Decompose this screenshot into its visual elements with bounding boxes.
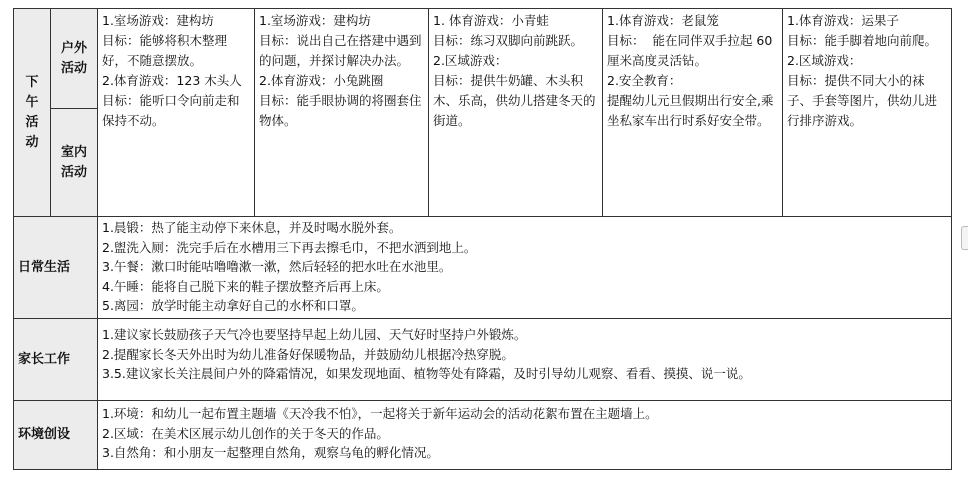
afternoon-column-3	[429, 9, 603, 217]
column-4-line-5: 提醒幼儿元旦假期出行安全,乘坐私家车出行时系好安全带。	[607, 93, 774, 128]
afternoon-column-2	[255, 9, 429, 217]
plan-document	[13, 8, 951, 470]
parents-item: 3.5.建议家长关注晨间户外的降霜情况，如果发现地面、植物等处有降霜，及时引导幼儿观察、看看、摸摸、说一说。	[102, 366, 751, 381]
indoor-label-cell	[51, 109, 98, 217]
parents-item: 2.提醒家长冬天外出时为幼儿准备好保暖物品，并鼓励幼儿根据冷热穿脱。	[102, 346, 514, 362]
daily-life-row	[14, 217, 952, 319]
afternoon-label-cell	[14, 9, 51, 217]
daily-life-item: 2.盥洗入厕：洗完手后在水槽用三下再去擦毛巾，不把水洒到地上。	[102, 239, 477, 255]
side-scroll-handle[interactable]	[961, 226, 968, 250]
column-1-line-5: 目标：能听口令向前走和保持不动。	[102, 93, 240, 128]
daily-life-content	[98, 217, 952, 319]
column-4-line-2: 目标： 能在同伴双手拉起 60 厘米高度灵活钻。	[607, 33, 777, 68]
afternoon-label: 下午活动	[25, 74, 39, 150]
parents-content	[98, 319, 952, 401]
outdoor-label: 户外活动	[60, 40, 87, 76]
column-4-line-4: 2.安全教育：	[607, 73, 682, 88]
environment-item: 3.自然角：和小朋友一起整理自然角，观察乌龟的孵化情况。	[102, 445, 439, 460]
parents-item: 1.建议家长鼓励孩子天气冷也要坚持早起上幼儿园、天气好时坚持户外锻炼。	[102, 327, 527, 342]
outdoor-label-cell	[51, 9, 98, 109]
environment-content	[98, 401, 952, 470]
column-1-line-2: 目标：能够将积木整理好，不随意摆放。	[102, 33, 228, 68]
parents-row	[14, 319, 952, 401]
column-1-line-1: 1.室场游戏：建构坊	[102, 13, 214, 28]
column-5-line-1: 1.体育游戏：运果子	[787, 13, 899, 28]
column-2-line-4: 2.体育游戏：小兔跳圈	[259, 73, 384, 88]
daily-life-item: 5.离园：放学时能主动拿好自己的水杯和口罩。	[102, 298, 364, 313]
column-5-line-4: 2.区域游戏：	[787, 53, 862, 68]
environment-item: 2.区域：在美术区展示幼儿创作的关于冬天的作品。	[102, 425, 389, 441]
column-5-line-5: 目标：提供不同大小的袜子、手套等图片，供幼儿进行排序游戏。	[787, 73, 938, 128]
afternoon-column-1	[98, 9, 255, 217]
afternoon-column-4	[603, 9, 783, 217]
environment-item: 1.环境：和幼儿一起布置主题墙《天冷我不怕》，一起将关于新年运动会的活动花絮布置在主题墙上。	[102, 406, 658, 421]
afternoon-outdoor-row	[14, 9, 952, 109]
daily-life-item: 3.午餐：漱口时能咕噜噜漱一漱，然后轻轻的把水吐在水池里。	[102, 259, 452, 274]
daily-life-item: 4.午睡：能将自己脱下来的鞋子摆放整齐后再上床。	[102, 278, 389, 294]
column-3-line-2: 目标：练习双脚向前跳跃。	[433, 33, 584, 48]
column-3-line-1: 1. 体育游戏：小青蛙	[433, 13, 549, 28]
environment-label: 环境创设	[14, 401, 98, 470]
environment-row	[14, 401, 952, 470]
column-3-line-5: 目标：提供牛奶罐、木头积木、乐高，供幼儿搭建冬天的街道。	[433, 73, 596, 128]
indoor-label: 室内活动	[60, 144, 87, 180]
column-5-line-2: 目标：能手脚着地向前爬。	[787, 33, 938, 48]
column-4-line-1: 1.体育游戏：老鼠笼	[607, 13, 719, 28]
afternoon-column-5	[783, 9, 952, 217]
daily-life-label: 日常生活	[14, 217, 98, 319]
column-2-line-1: 1.室场游戏：建构坊	[259, 13, 371, 28]
column-3-line-4: 2.区域游戏：	[433, 53, 508, 68]
column-2-line-2: 目标：说出自己在搭建中遇到的问题，并探讨解决办法。	[259, 33, 422, 68]
column-2-line-5: 目标：能手眼协调的将圈套住物体。	[259, 93, 422, 128]
weekly-plan-table	[13, 8, 952, 470]
column-1-line-4: 2.体育游戏：123 木头人	[102, 73, 242, 88]
daily-life-item: 1.晨锻：热了能主动停下来休息，并及时喝水脱外套。	[102, 220, 402, 235]
parents-label: 家长工作	[14, 319, 98, 401]
